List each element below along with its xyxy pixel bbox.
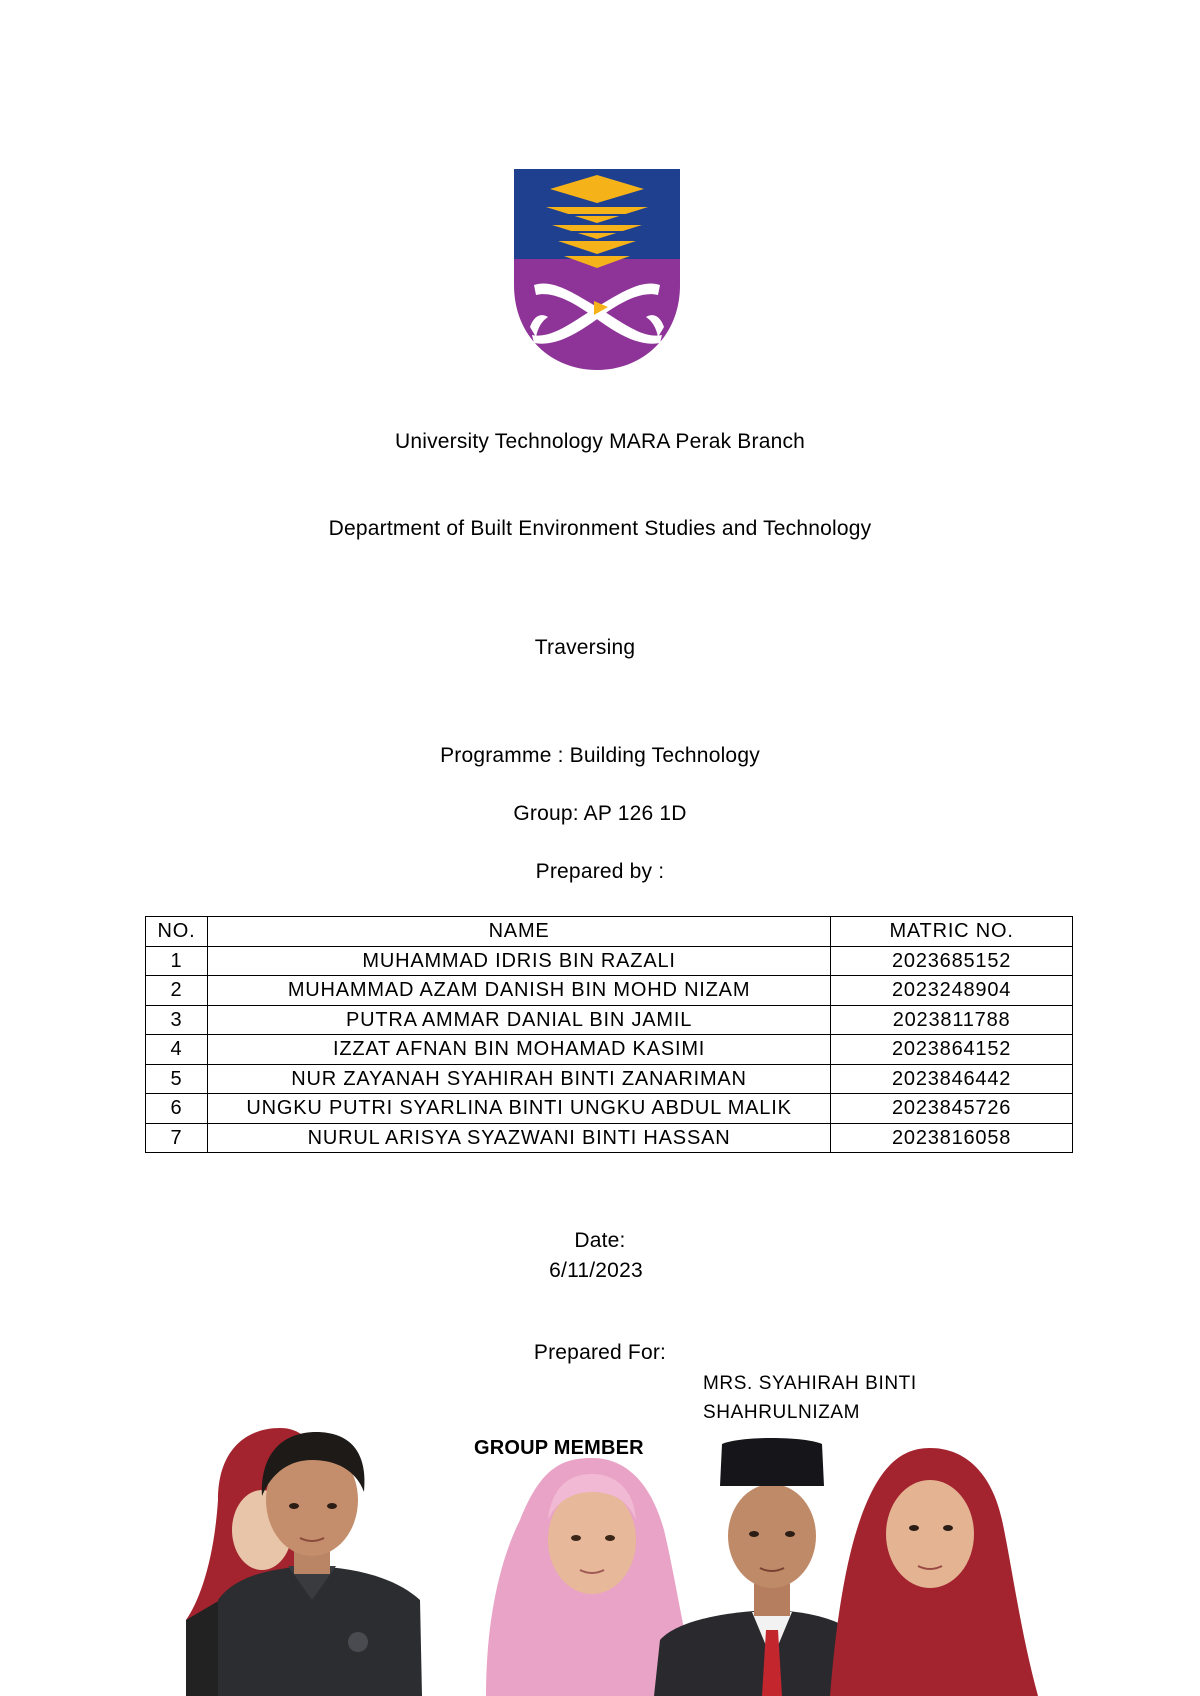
programme-line: Programme : Building Technology [440, 744, 760, 767]
university-name: University Technology MARA Perak Branch [394, 430, 806, 453]
prepared-by-label: Prepared by : [535, 860, 665, 883]
cell-no: 2 [146, 976, 208, 1006]
header-name: NAME [207, 917, 830, 947]
cell-name: MUHAMMAD IDRIS BIN RAZALI [207, 946, 830, 976]
cell-matric: 2023811788 [831, 1005, 1073, 1035]
cell-matric: 2023248904 [831, 976, 1073, 1006]
cell-name: UNGKU PUTRI SYARLINA BINTI UNGKU ABDUL MALIK [207, 1094, 830, 1124]
header-matric: MATRIC NO. [831, 917, 1073, 947]
cell-matric: 2023845726 [831, 1094, 1073, 1124]
group-member-label: GROUP MEMBER [474, 1437, 644, 1459]
department-name: Department of Built Environment Studies and Technology [328, 517, 872, 540]
date-value: 6/11/2023 [549, 1259, 643, 1282]
cell-matric: 2023816058 [831, 1123, 1073, 1153]
cell-matric: 2023685152 [831, 946, 1073, 976]
member-photo-boy-songkok [654, 1438, 862, 1696]
cell-matric: 2023846442 [831, 1064, 1073, 1094]
date-label: Date: [574, 1229, 626, 1252]
cell-name: NUR ZAYANAH SYAHIRAH BINTI ZANARIMAN [207, 1064, 830, 1094]
report-title: Traversing [534, 636, 636, 659]
lecturer-line-1: MRS. SYAHIRAH BINTI [703, 1373, 917, 1394]
cell-no: 5 [146, 1064, 208, 1094]
cell-no: 1 [146, 946, 208, 976]
group-line: Group: AP 126 1D [513, 802, 687, 825]
cell-no: 4 [146, 1035, 208, 1065]
cell-name: PUTRA AMMAR DANIAL BIN JAMIL [207, 1005, 830, 1035]
prepared-for-label: Prepared For: [533, 1341, 667, 1364]
cell-no: 6 [146, 1094, 208, 1124]
cell-no: 3 [146, 1005, 208, 1035]
member-photo-hijab-maroon [830, 1448, 1038, 1696]
lecturer-line-2: SHAHRULNIZAM [703, 1402, 861, 1423]
cell-no: 7 [146, 1123, 208, 1153]
cell-name: IZZAT AFNAN BIN MOHAMAD KASIMI [207, 1035, 830, 1065]
cell-matric: 2023864152 [831, 1035, 1073, 1065]
cell-name: NURUL ARISYA SYAZWANI BINTI HASSAN [207, 1123, 830, 1153]
header-no: NO. [146, 917, 208, 947]
cell-name: MUHAMMAD AZAM DANISH BIN MOHD NIZAM [207, 976, 830, 1006]
